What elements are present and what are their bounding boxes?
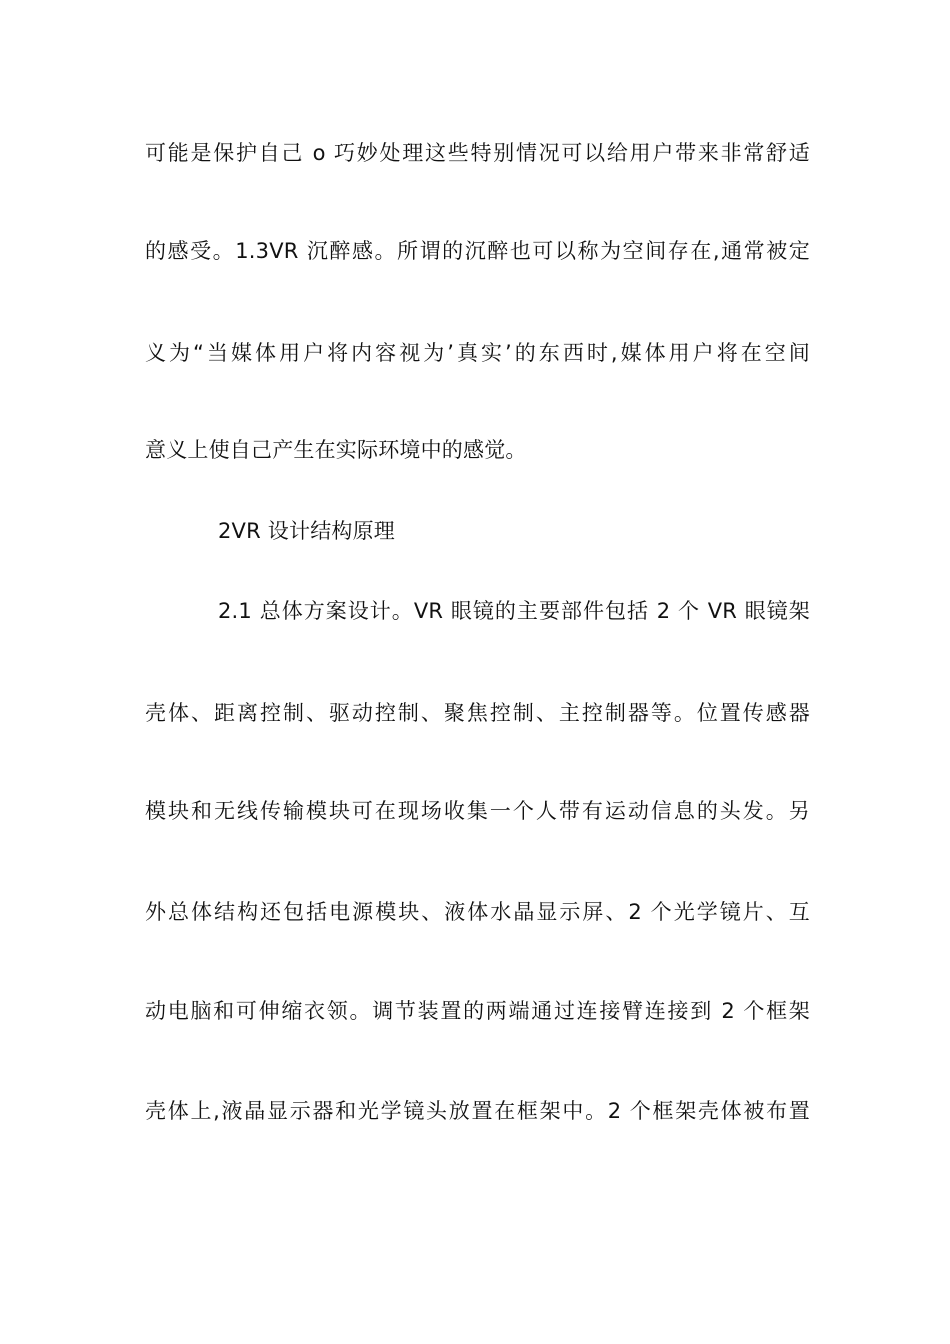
paragraph-line: 的感受。1.3VR 沉醉感。所谓的沉醉也可以称为空间存在,通常被定: [145, 239, 810, 263]
paragraph-line: 外总体结构还包括电源模块、液体水晶显示屏、2 个光学镜片、互: [145, 900, 810, 924]
paragraph-line: 2.1 总体方案设计。VR 眼镜的主要部件包括 2 个 VR 眼镜架: [218, 599, 810, 623]
paragraph-line: 壳体上,液晶显示器和光学镜头放置在框架中。2 个框架壳体被布置: [145, 1099, 810, 1123]
paragraph-line: 意义上使自己产生在实际环境中的感觉。: [145, 438, 527, 462]
paragraph-line: 动电脑和可伸缩衣领。调节装置的两端通过连接臂连接到 2 个框架: [145, 999, 810, 1023]
paragraph-line: 壳体、距离控制、驱动控制、聚焦控制、主控制器等。位置传感器: [145, 701, 810, 725]
section-heading: 2VR 设计结构原理: [218, 519, 395, 543]
paragraph-line: 模块和无线传输模块可在现场收集一个人带有运动信息的头发。另: [145, 799, 810, 823]
paragraph-line: 义为“当媒体用户将内容视为’真实’的东西时,媒体用户将在空间: [145, 341, 810, 365]
paragraph-line: 可能是保护自己 o 巧妙处理这些特别情况可以给用户带来非常舒适: [145, 141, 810, 165]
